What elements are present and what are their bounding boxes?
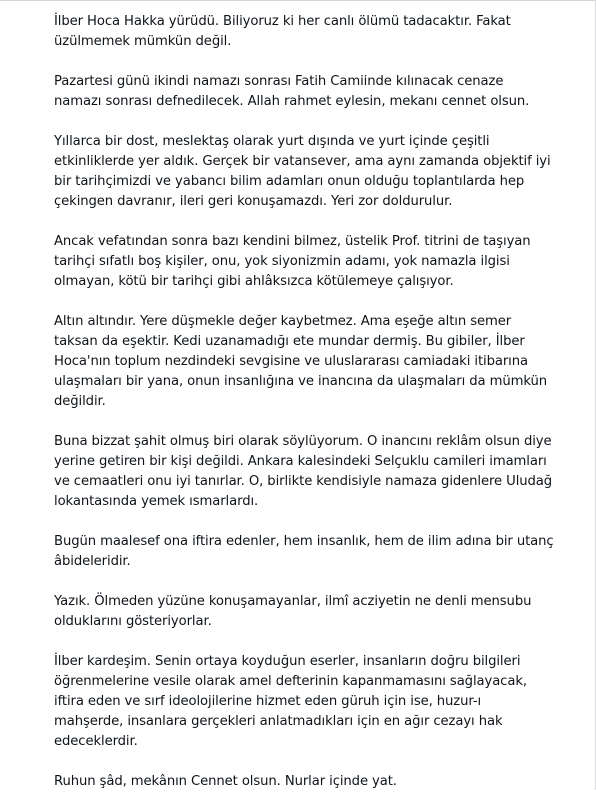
text-line: yerine getiren bir kişi değildi. Ankara kalesindeki Selçuklu camileri imamları — [54, 454, 547, 469]
text-line: Ancak vefatından sonra bazı kendini bilmez, üstelik Prof. titrini de taşıyan — [54, 234, 531, 249]
text-line: Yazık. Ölmeden yüzüne konuşamayanlar, ilmî acziyetin ne denli mensubu — [54, 594, 532, 609]
post-text — [54, 12, 590, 812]
text-line: âbideleridir. — [54, 554, 131, 569]
text-line: mahşerde, insanlara gerçekleri anlatmadıkları için en ağır cezayı hak — [54, 714, 503, 729]
text-line: çekingen davranır, ileri geri konuşamazdı. Yeri zor doldurulur. — [54, 194, 453, 209]
paragraph-1 — [54, 12, 590, 52]
text-line: Buna bizzat şahit olmuş biri olarak söylüyorum. O inancını reklâm olsun diye — [54, 434, 552, 449]
text-line: İlber Hoca Hakka yürüdü. Biliyoruz ki her canlı ölümü tadacaktır. Fakat — [54, 14, 511, 29]
text-line: bir tarihçimizdi ve yabancı bilim adamları onun olduğu toplantılarda hep — [54, 174, 525, 189]
paragraph-10 — [54, 772, 590, 792]
text-line: Altın altındır. Yere düşmekle değer kaybetmez. Ama eşeğe altın semer — [54, 314, 512, 329]
paragraph-8 — [54, 592, 590, 632]
text-line: Hoca'nın toplum nezdindeki sevgisine ve uluslararası camiadaki itibarına — [54, 354, 528, 369]
text-line: namazı sonrası defnedilecek. Allah rahmet eylesin, mekanı cennet olsun. — [54, 94, 530, 109]
text-line: İlber kardeşim. Senin ortaya koyduğun eserler, insanların doğru bilgileri — [54, 654, 521, 669]
text-line: lokantasında yemek ısmarlardı. — [54, 494, 259, 509]
text-line: olmayan, kötü bir tarihçi gibi ahlâksızca kötülemeye çalışıyor. — [54, 274, 454, 289]
text-line: öğrenmelerine vesile olarak amel defterinin kapanmamasını sağlayacak, — [54, 674, 527, 689]
text-line: Pazartesi günü ikindi namazı sonrası Fatih Camiinde kılınacak cenaze — [54, 74, 504, 89]
text-line: ulaşmaları bir yana, onun insanlığına ve inancına da ulaşmaları da mümkün — [54, 374, 547, 389]
text-line: tarihçi sıfatlı boş kişiler, onu, yok siyonizmin adamı, yok namazla ilgisi — [54, 254, 510, 269]
paragraph-2 — [54, 72, 590, 112]
paragraph-7 — [54, 532, 590, 572]
text-line: iftira eden ve sırf ideolojilerine hizmet eden güruh için ise, huzur-ı — [54, 694, 482, 709]
text-line: taksan da eşektir. Kedi uzanamadığı ete mundar dermiş. Bu gibiler, İlber — [54, 334, 525, 349]
text-line: etkinliklerde yer aldık. Gerçek bir vatansever, ama aynı zamanda objektif iyi — [54, 154, 551, 169]
text-line: edeceklerdir. — [54, 734, 138, 749]
text-line: Ruhun şâd, mekânın Cennet olsun. Nurlar içinde yat. — [54, 774, 397, 789]
text-line: olduklarını gösteriyorlar. — [54, 614, 212, 629]
text-line: Bugün maalesef ona iftira edenler, hem insanlık, hem de ilim adına bir utanç — [54, 534, 554, 549]
text-line: Yıllarca bir dost, meslektaş olarak yurt dışında ve yurt içinde çeşitli — [54, 134, 490, 149]
paragraph-6 — [54, 432, 590, 512]
paragraph-9 — [54, 652, 590, 752]
text-line: değildir. — [54, 394, 106, 409]
text-line: üzülmemek mümkün değil. — [54, 34, 232, 49]
paragraph-3 — [54, 132, 590, 212]
text-line: ve cemaatleri onu iyi tanırlar. O, birlikte kendisiyle namaza gidenlere Uludağ — [54, 474, 553, 489]
paragraph-5 — [54, 312, 590, 412]
paragraph-4 — [54, 232, 590, 292]
